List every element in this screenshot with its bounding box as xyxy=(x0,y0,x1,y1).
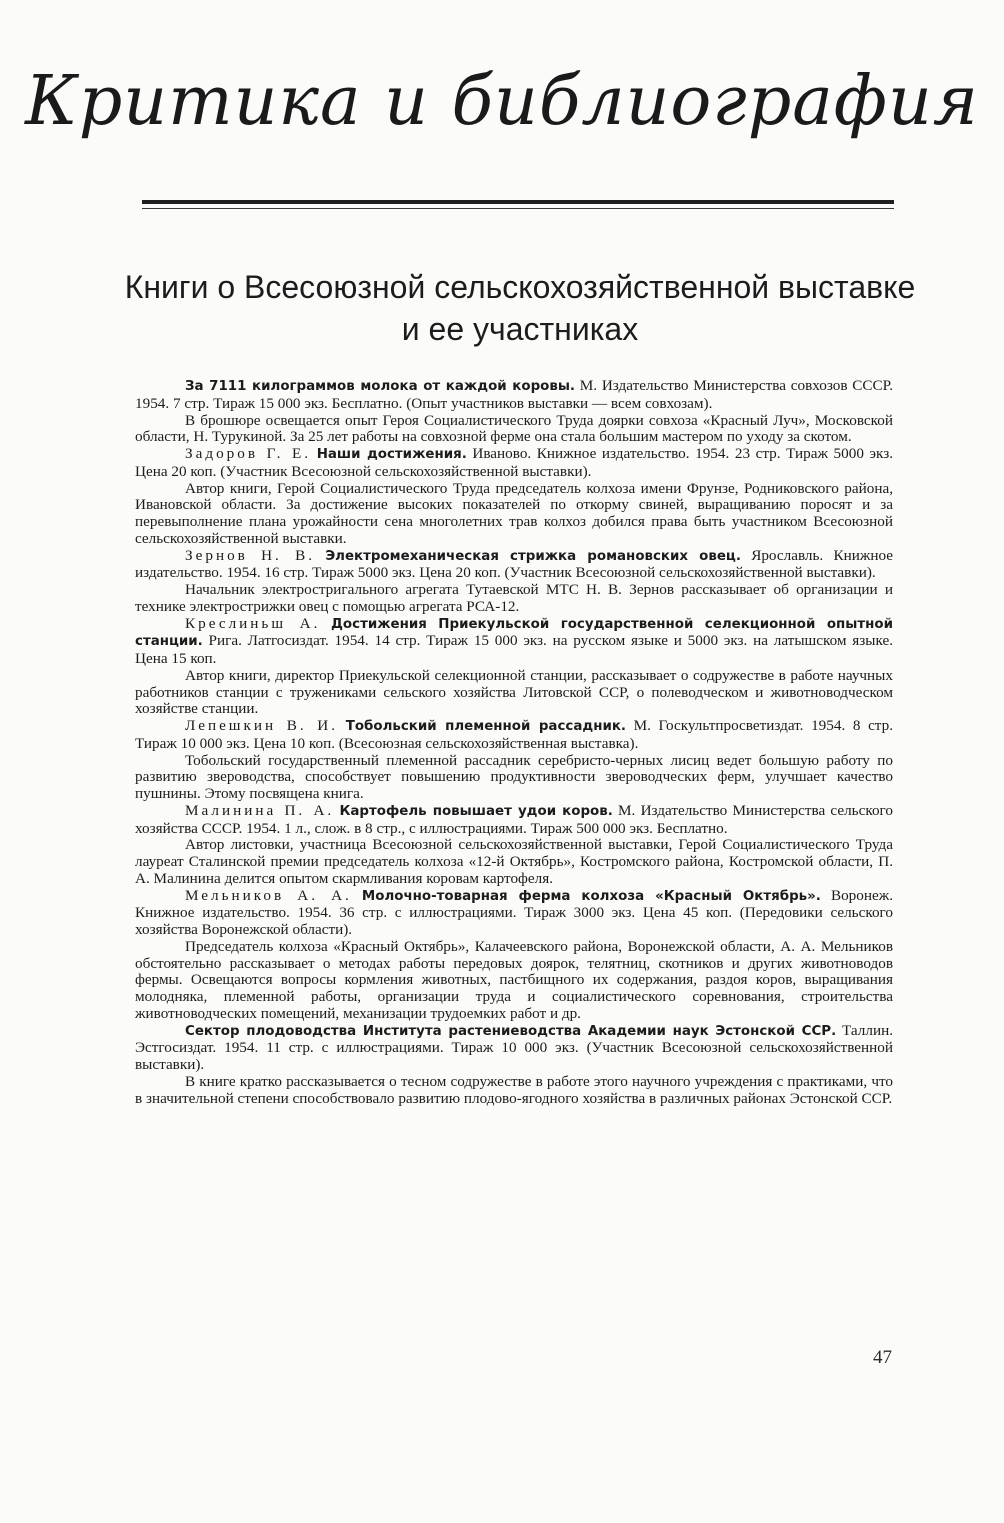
page-number: 47 xyxy=(873,1347,892,1368)
header-rule-thin xyxy=(142,208,894,209)
header-rule-thick xyxy=(142,200,894,204)
entry-author: Зернов Н. В. xyxy=(185,546,316,564)
entry-title: Сектор плодоводства Института растениеводства Академии наук Эстонской ССР. xyxy=(185,1023,837,1039)
entry-citation xyxy=(135,888,893,939)
entry-annotation: Автор книги, Герой Социалистического Труда председатель колхоза имени Фрунзе, Родниковского района, Ивановской области. За достижение высоких показателей по откорму свиней, выращиванию поросят и за перевыполнение плана урожайности сена многолетних трав колхоз добился права быть участником Всесоюзной сельскохозяйственной выставки. xyxy=(135,479,893,547)
entry-imprint: Воронеж. Книжное издательство. 1954. 36 стр. с иллюстрациями. Тираж 3000 экз. Цена 45 коп. (Передовики сельского хозяйства Воронежской области). xyxy=(135,886,894,938)
entry-imprint: Рига. Латгосиздат. 1954. 14 стр. Тираж 15 000 экз. на русском языке и 5000 экз. на латышском языке. Цена 15 коп. xyxy=(135,632,893,667)
article-title-line-2: и ее участниках xyxy=(401,311,639,347)
entry-imprint: М. Госкультпросветиздат. 1954. 8 стр. Тираж 10 000 экз. Цена 10 коп. (Всесоюзная сельскохозяйственная выставка). xyxy=(135,717,894,752)
entry-annotation: В книге кратко рассказывается о тесном содружестве в работе этого научного учреждения с практиками, что в значительной степени способствовало развитию плодово-ягодного хозяйства в различных районах Эстонской ССР. xyxy=(135,1072,893,1107)
entry-citation xyxy=(135,803,893,838)
entry-citation xyxy=(135,548,893,583)
section-title: Критика и библиография xyxy=(25,62,979,141)
entry-author: Мельников А. А. xyxy=(185,886,352,904)
entry-author: Задоров Г. Е. xyxy=(185,445,312,462)
entry-annotation: Начальник электростригального агрегата Тутаевской МТС Н. В. Зернов рассказывает об организации и технике электрострижки овец с помощью агрегата РСА-12. xyxy=(135,581,893,615)
entry-title: Наши достижения. xyxy=(316,447,467,462)
entry-title: За 7111 килограммов молока от каждой коровы. xyxy=(185,379,576,394)
entry-title: Электромеханическая стрижка романовских овец. xyxy=(325,548,741,564)
entry-annotation: Тобольский государственный племенной рассадник серебристо-черных лисиц ведет большую работу по развитию звероводства, способствует повышению продуктивности звероводческих ферм, улучшает качество пушнины. Этому посвящена книга. xyxy=(135,751,893,802)
entry-citation xyxy=(135,1023,893,1074)
entry-author: Лепешкин В. И. xyxy=(185,717,339,734)
entry-citation xyxy=(135,446,893,481)
entry-citation xyxy=(135,378,893,413)
entry-annotation: В брошюре освещается опыт Героя Социалистического Труда доярки совхоза «Красный Луч», Московской области, Н. Турукиной. За 25 лет работы на совхозной ферме она стала большим мастером по уходу за скотом. xyxy=(135,411,893,446)
entry-imprint: Ярославль. Книжное издательство. 1954. 16 стр. Тираж 5000 экз. Цена 20 коп. (Участник Всесоюзной сельскохозяйственной выставки). xyxy=(135,546,894,582)
entry-title: Тобольский племенной рассадник. xyxy=(345,719,627,734)
entry-author: Креслиньш А. xyxy=(185,614,321,632)
entry-citation xyxy=(135,616,893,668)
article-body xyxy=(135,378,893,1107)
entry-author: Малинина П. А. xyxy=(185,801,335,819)
entry-imprint: М. Издательство Министерства сельского хозяйства СССР. 1954. 1 л., слож. в 8 стр., с иллюстрациями. Тираж 500 000 экз. Бесплатно. xyxy=(135,801,893,837)
entry-imprint: М. Издательство Министерства совхозов СССР. 1954. 7 стр. Тираж 15 000 экз. Бесплатно. (Опыт участников выставки — всем совхозам). xyxy=(135,377,894,412)
entry-title: Достижения Приекульской государственной селекционной опытной станции. xyxy=(135,616,894,650)
article-title xyxy=(120,266,920,350)
article-title-line-1: Книги о Всесоюзной сельскохозяйственной выставке xyxy=(124,269,916,305)
entry-title: Молочно-товарная ферма колхоза «Красный Октябрь». xyxy=(361,888,821,904)
entry-citation xyxy=(135,718,893,753)
entry-title: Картофель повышает удои коров. xyxy=(339,803,613,819)
entry-imprint: Таллин. Эстгосиздат. 1954. 11 стр. с иллюстрациями. Тираж 10 000 экз. (Участник Всесоюзной сельскохозяйственной выставки). xyxy=(135,1021,893,1073)
entry-annotation: Автор книги, директор Приекульской селекционной станции, рассказывает о содружестве в работе научных работников станции с тружениками сельского хозяйства Литовской ССР, о полеводческом и животноводческом хозяйстве станции. xyxy=(135,666,893,718)
entry-imprint: Иваново. Книжное издательство. 1954. 23 стр. Тираж 5000 экз. Цена 20 коп. (Участник Всесоюзной сельскохозяйственной выставки). xyxy=(135,445,893,480)
entry-annotation: Автор листовки, участница Всесоюзной сельскохозяйственной выставки, Герой Социалистического Труда лауреат Сталинской премии председатель колхоза «12-й Октябрь», Костромского района, Костромской области, П. А. Малинина делится опытом скармливания коровам картофеля. xyxy=(135,836,893,887)
entry-annotation: Председатель колхоза «Красный Октябрь», Калачеевского района, Воронежской области, А. А. Мельников обстоятельно рассказывает о методах работы передовых доярок, телятниц, скотников и других животноводов фермы. Освещаются вопросы кормления животных, пастбищного их содержания, раздоя коров, выращивания молодняка, племенной работы, организации труда и социалистического соревнования, строительства животноводческих помещений, механизации трудоемких работ и др. xyxy=(135,937,893,1022)
